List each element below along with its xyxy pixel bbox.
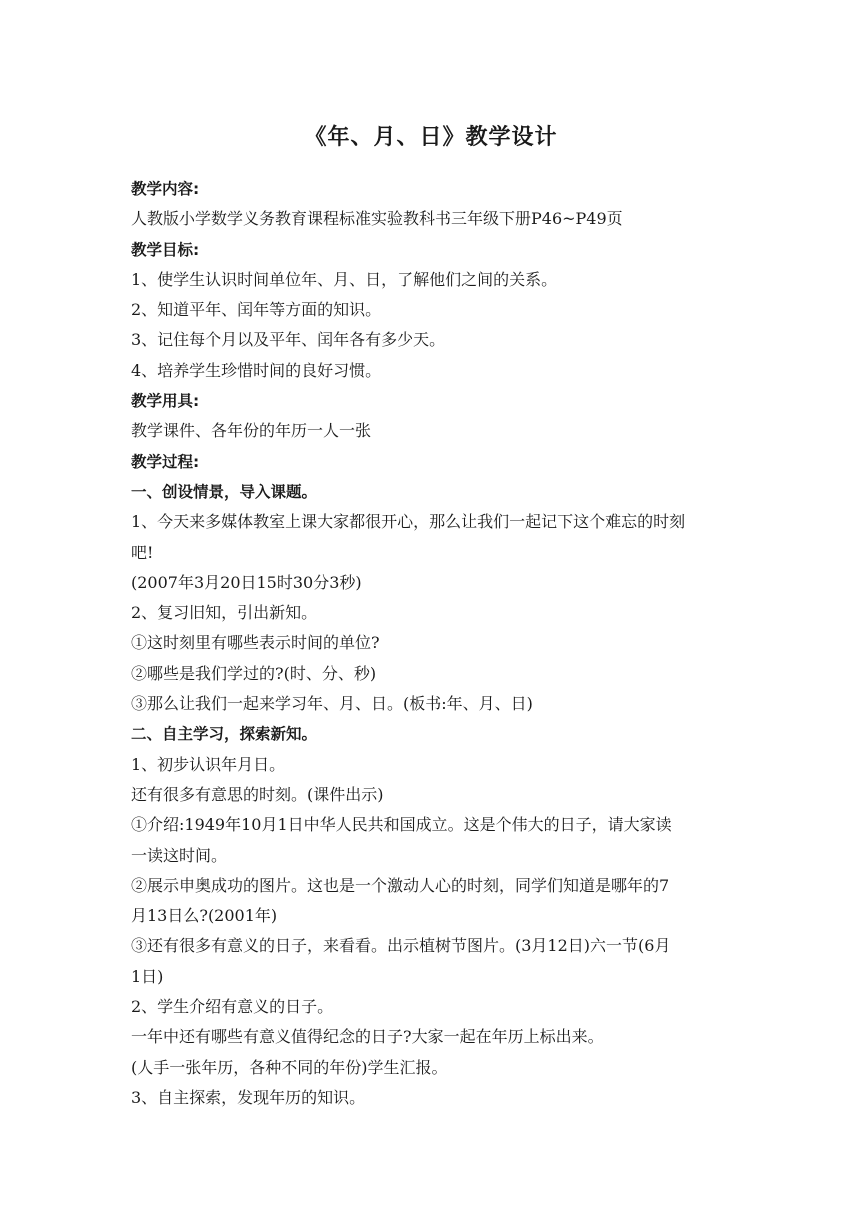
paragraph-line: 月13日么?(2001年) [131,906,278,926]
paragraph-line: 1、初步认识年月日。 [131,754,286,774]
paragraph-line: 人教版小学数学义务教育课程标准实验教科书三年级下册P46~P49页 [131,209,623,229]
paragraph-line: (2007年3月20日15时30分3秒) [131,572,362,592]
paragraph-line: ②哪些是我们学过的?(时、分、秒) [131,663,377,683]
section-heading: 教学过程: [131,452,200,471]
paragraph-line: 3、记住每个月以及平年、闰年各有多少天。 [131,330,446,350]
paragraph-line: 1日) [131,966,164,986]
paragraph-line: 2、学生介绍有意义的日子。 [131,997,334,1017]
paragraph-line: 4、培养学生珍惜时间的良好习惯。 [131,360,382,380]
paragraph-line: ①介绍:1949年10月1日中华人民共和国成立。这是个伟大的日子，请大家读 [131,815,672,835]
paragraph-line: 教学课件、各年份的年历一人一张 [131,421,372,441]
paragraph-line: 还有很多有意思的时刻。(课件出示) [131,784,384,804]
paragraph-line: 1、使学生认识时间单位年、月、日，了解他们之间的关系。 [131,269,558,289]
section-heading: 教学内容: [131,180,200,198]
document-page [131,120,731,1113]
document-body [131,174,731,1113]
paragraph-line: ②展示申奥成功的图片。这也是一个激动人心的时刻，同学们知道是哪年的7 [131,875,670,895]
paragraph-line: 3、自主探索，发现年历的知识。 [131,1087,366,1107]
paragraph-line: ①这时刻里有哪些表示时间的单位? [131,633,380,653]
paragraph-line: 吧! [131,542,154,562]
paragraph-line: 2、复习旧知，引出新知。 [131,603,318,623]
paragraph-line: (人手一张年历，各种不同的年份)学生汇报。 [131,1057,448,1077]
paragraph-line: 一年中还有哪些有意义值得纪念的日子?大家一起在年历上标出来。 [131,1027,604,1047]
section-heading: 二、自主学习，探索新知。 [131,725,318,744]
section-heading: 教学目标: [131,240,200,259]
paragraph-line: 一读这时间。 [131,845,228,865]
paragraph-line: ③那么让我们一起来学习年、月、日。(板书:年、月、日) [131,694,533,714]
paragraph-line: 2、知道平年、闰年等方面的知识。 [131,300,382,320]
paragraph-line: 1、今天来多媒体教室上课大家都很开心，那么让我们一起记下这个难忘的时刻 [131,512,686,532]
section-heading: 一、创设情景，导入课题。 [131,482,318,501]
document-title: 《年、月、日》教学设计 [304,125,558,150]
section-heading: 教学用具: [131,392,200,411]
paragraph-line: ③还有很多有意义的日子，来看看。出示植树节图片。(3月12日)六一节(6月 [131,936,671,956]
